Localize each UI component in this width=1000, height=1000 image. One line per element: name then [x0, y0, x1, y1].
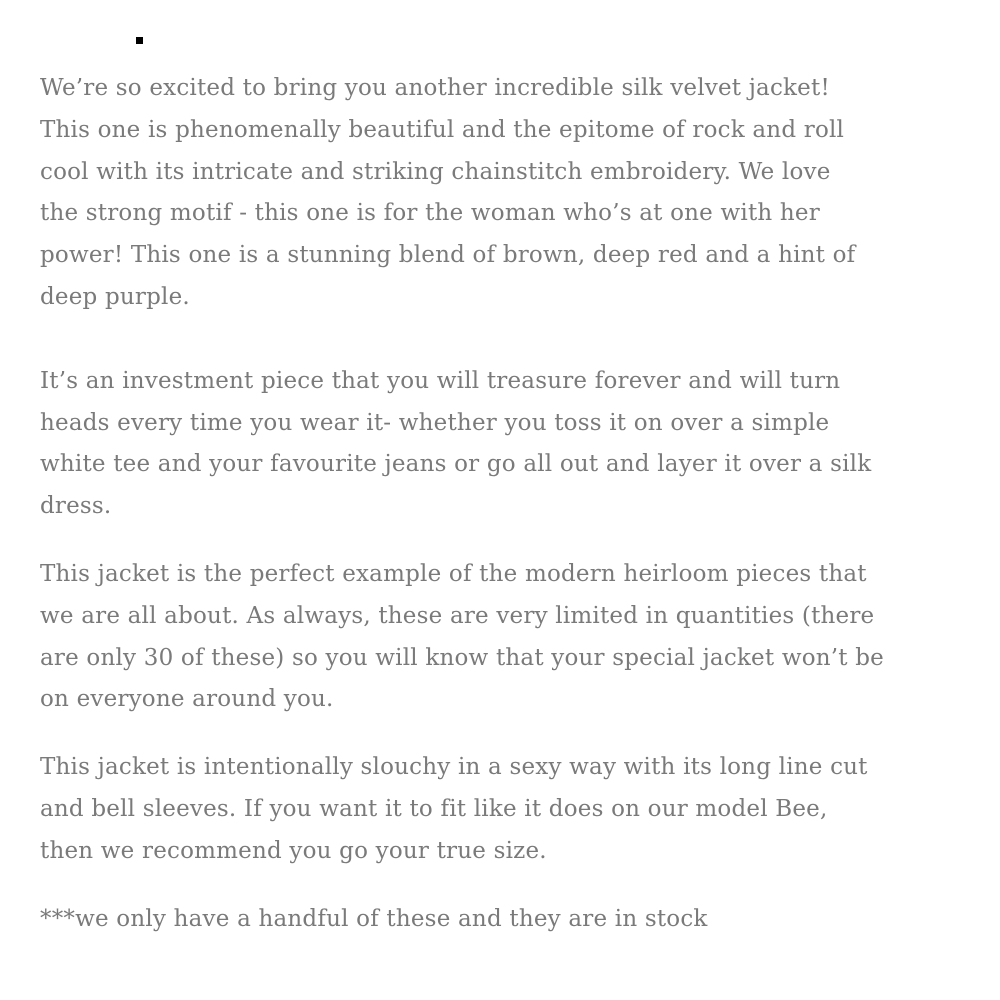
description-paragraph-intro	[40, 68, 940, 319]
paragraph-line: white tee and your favourite jeans or go all out and layer it over a silk	[40, 451, 872, 478]
paragraph-line: heads every time you wear it- whether you toss it on over a simple	[40, 409, 830, 436]
bullet-marker	[136, 37, 143, 44]
paragraph-line: and bell sleeves. If you want it to fit like it does on our model Bee,	[40, 795, 828, 822]
paragraph-line: cool with its intricate and striking chainstitch embroidery. We love	[40, 158, 831, 185]
paragraph-line: on everyone around you.	[40, 686, 334, 713]
paragraph-line: This jacket is the perfect example of the modern heirloom pieces that	[40, 560, 867, 587]
paragraph-line: dress.	[40, 493, 112, 520]
paragraph-line: we are all about. As always, these are very limited in quantities (there	[40, 602, 875, 629]
product-description	[40, 68, 940, 940]
description-paragraph-stock-note	[40, 899, 940, 941]
paragraph-line: This jacket is intentionally slouchy in a sexy way with its long line cut	[40, 754, 868, 781]
paragraph-line: power! This one is a stunning blend of brown, deep red and a hint of	[40, 242, 856, 269]
paragraph-line: We’re so excited to bring you another incredible silk velvet jacket!	[40, 75, 830, 101]
description-paragraph-investment	[40, 361, 940, 528]
paragraph-line: This one is phenomenally beautiful and the epitome of rock and roll	[40, 116, 845, 143]
paragraph-line: It’s an investment piece that you will treasure forever and will turn	[40, 367, 841, 394]
description-paragraph-heirloom	[40, 554, 940, 721]
paragraph-line: deep purple.	[40, 283, 190, 310]
description-paragraph-fit	[40, 747, 940, 872]
paragraph-line: the strong motif - this one is for the woman who’s at one with her	[40, 200, 820, 227]
paragraph-line: are only 30 of these) so you will know that your special jacket won’t be	[40, 644, 884, 671]
paragraph-line: then we recommend you go your true size.	[40, 837, 547, 864]
stock-note-line: ***we only have a handful of these and they are in stock	[40, 905, 708, 932]
